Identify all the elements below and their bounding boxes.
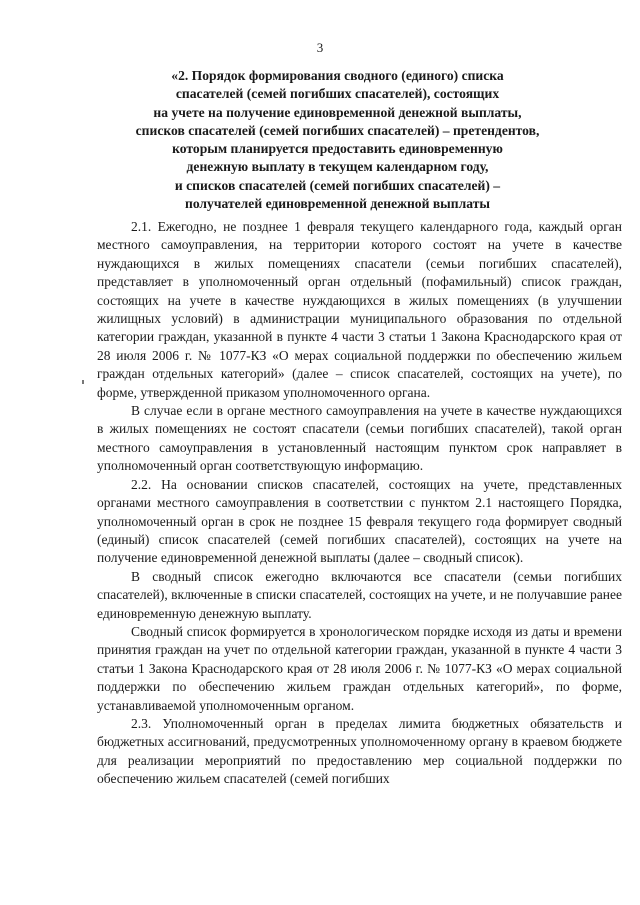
paragraph-2-2: 2.2. На основании списков спасателей, состоящих на учете, представленных органами местного самоуправления в соответствии с пунктом 2.1 настоящего Порядка, уполномоченный орган в срок не позднее 15 февраля текущего года формирует сводный (единый) список спасателей (семей погибших спасателей), состоящих на учете на получение единовременной денежной выплаты (далее – сводный список). <box>97 476 622 566</box>
heading-line: денежную выплату в текущем календарном году, <box>186 159 489 175</box>
heading-line: спасателей (семей погибших спасателей), состоящих <box>175 86 500 102</box>
heading-line: получателей единовременной денежной выплаты <box>184 196 490 212</box>
heading-line: на учете на получение единовременной денежной выплаты, <box>153 104 522 120</box>
heading-line: и списков спасателей (семей погибших спасателей) – <box>174 177 501 193</box>
heading-line: «2. Порядок формирования сводного (единого) списка <box>171 68 504 83</box>
heading-line: списков спасателей (семей погибших спасателей) – претендентов, <box>135 122 540 138</box>
margin-mark <box>82 380 84 384</box>
section-heading <box>95 67 580 213</box>
paragraph-2-2-inclusion: В сводный список ежегодно включаются все спасатели (семьи погибших спасателей), включенные в списки спасателей, состоящих на учете, и не получавшие ранее единовременную денежную выплату. <box>97 568 622 621</box>
page-number: 3 <box>316 40 324 55</box>
paragraph-2-1: 2.1. Ежегодно, не позднее 1 февраля текущего календарного года, каждый орган местного самоуправления, на территории которого состоят на учете в качестве нуждающихся в жилых помещениях спасатели (семьи погибших спасателей), представляет в уполномоченный орган отдельный (пофамильный) список граждан, состоящих на учете в качестве нуждающихся в жилых помещениях (в улучшении жилищных условий) в администрации муниципального образования по отдельной категории граждан, указанной в пункте 4 части 3 статьи 1 Закона Краснодарского края от 28 июля 2006 г. № 1077-КЗ «О мерах социальной поддержки по обеспечению жильем граждан отдельных категорий» (далее – список спасателей, состоящих на учете), по форме, утвержденной приказом уполномоченного органа. <box>97 219 622 400</box>
paragraph-2-2-order: Сводный список формируется в хронологическом порядке исходя из даты и времени принятия граждан на учет по отдельной категории граждан, указанной в пункте 4 части 3 статьи 1 Закона Краснодарского края от 28 июля 2006 г. № 1077-КЗ «О мерах социальной поддержки по обеспечению жильем граждан отдельных категорий», по форме, устанавливаемой уполномоченным органом. <box>97 623 622 713</box>
document-body <box>97 218 622 789</box>
paragraph-2-1-note: В случае если в органе местного самоуправления на учете в качестве нуждающихся в жилых помещениях не состоят спасатели (семьи погибших спасателей), такой орган местного самоуправления в установленный настоящим пунктом срок направляет в уполномоченный орган соответствующую информацию. <box>97 403 622 474</box>
paragraph-2-3: 2.3. Уполномоченный орган в пределах лимита бюджетных обязательств и бюджетных ассигнований, предусмотренных уполномоченному органу в краевом бюджете для реализации мероприятий по предоставлению мер социальной поддержки по обеспечению жильем спасателей (семей погибших <box>97 715 622 787</box>
heading-line: которым планируется предоставить единовременную <box>172 141 503 157</box>
